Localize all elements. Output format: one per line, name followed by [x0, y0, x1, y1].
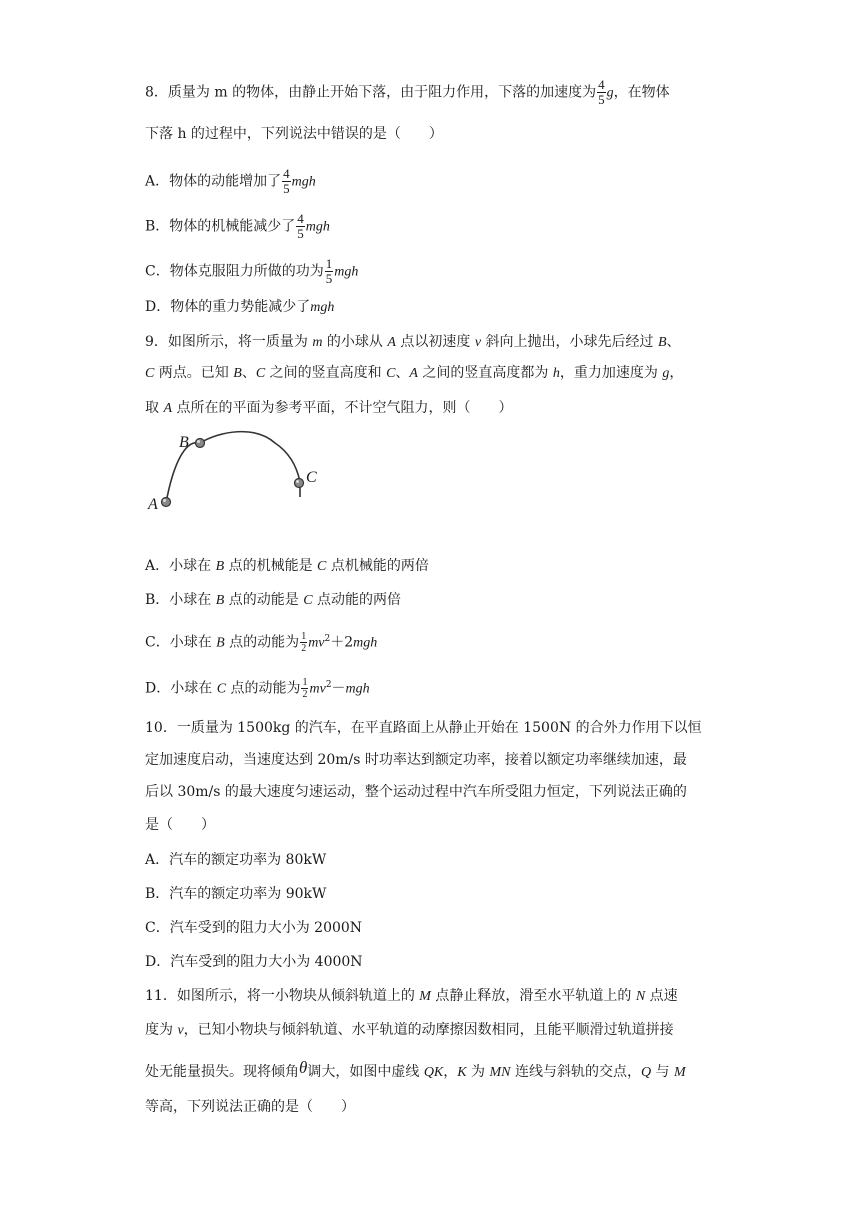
q8-stem-variable: g: [606, 85, 614, 101]
var: A: [409, 366, 418, 381]
var: B: [216, 635, 225, 651]
q11-stem-line4: 等高，下列说法正确的是（ ）: [145, 1099, 355, 1115]
text: 点以初速度: [395, 334, 475, 350]
text: 度为: [145, 1022, 178, 1038]
var: A: [163, 401, 173, 416]
var: Q: [640, 1065, 652, 1080]
var: v: [474, 335, 482, 350]
q9-option-c[interactable]: [145, 629, 377, 654]
text: ，已知小物块与倾斜轨道、水平轨道的动摩擦因数相同，且能平顺滑过轨道拼接: [183, 1022, 674, 1038]
var: C: [386, 366, 396, 381]
option-expression: mgh: [291, 174, 316, 190]
fraction-denominator: 5: [283, 181, 290, 196]
var: B: [233, 366, 242, 381]
text: 连线与斜轨的交点，: [510, 1064, 641, 1080]
var: B: [657, 335, 667, 350]
option-expression: mgh: [334, 264, 359, 280]
label-c: C: [306, 469, 317, 486]
text: 取: [145, 400, 164, 416]
var: C: [255, 366, 266, 381]
text: 点速: [645, 988, 678, 1004]
q8-stem-line2: 下落 h 的过程中，下列说法中错误的是（ ）: [145, 126, 443, 142]
option-fraction: [325, 257, 334, 286]
var: QK: [423, 1065, 444, 1080]
q11-stem-line1: [145, 986, 678, 1007]
q10-option-d[interactable]: D．汽车受到的阻力大小为 4000N: [145, 954, 363, 970]
q10-option-b[interactable]: B．汽车的额定功率为 90kW: [145, 886, 327, 902]
operator: －: [331, 680, 346, 697]
text: C．小球在: [145, 634, 217, 651]
text: 两点。已知: [154, 365, 234, 381]
text: 斜向上抛出，小球先后经过: [481, 334, 658, 350]
q10-stem-line1: 10．一质量为 1500kg 的汽车，在平直路面上从静止开始在 1500N 的合外力作用下以恒: [145, 720, 702, 736]
ball-b: [196, 439, 205, 448]
theta-symbol: θ: [299, 1058, 308, 1077]
text: 点的动能为: [226, 680, 301, 697]
var: g: [662, 366, 670, 381]
text: 处无能量损失。现将倾角: [145, 1064, 299, 1080]
option-expression: mgh: [345, 681, 370, 697]
var: M: [419, 989, 431, 1004]
option-fraction: [300, 631, 307, 654]
text: 点的动能是: [224, 592, 304, 608]
label-a: A: [148, 496, 158, 513]
q10-stem-line4: 是（ ）: [145, 817, 215, 833]
text: ，: [669, 365, 684, 381]
q8-stem-fraction: [597, 78, 606, 107]
q10-stem-line2: 定加速度启动，当速度达到 20m/s 时功率达到额定功率，接着以额定功率继续加速，最: [145, 752, 687, 768]
fraction-numerator: 4: [598, 77, 605, 92]
text: 调大，如图中虚线: [307, 1064, 424, 1080]
operator: ＋2: [330, 634, 354, 651]
text: 点的动能为: [224, 634, 300, 651]
q8-stem-line1: [145, 78, 670, 107]
fraction-denominator: 5: [325, 271, 333, 286]
var: C: [216, 681, 227, 697]
fraction-numerator: 4: [297, 211, 304, 226]
var: A: [387, 335, 396, 350]
q11-stem-line3: [145, 1058, 686, 1083]
fraction-numerator: 1: [301, 631, 307, 643]
text: 11．如图所示，将一小物块从倾斜轨道上的: [145, 988, 420, 1004]
q9-stem-line3: [145, 398, 512, 419]
q8-option-d[interactable]: [145, 297, 334, 318]
q10-stem-line3: 后以 30m/s 的最大速度匀速运动，整个运动过程中汽车所受阻力恒定，下列说法正确的: [145, 784, 687, 800]
var: h: [552, 366, 560, 381]
option-expression: mgh: [310, 300, 335, 315]
option-expression: mv: [309, 681, 326, 697]
text: 之间的竖直高度和: [265, 365, 387, 381]
text: 为: [466, 1064, 490, 1080]
q8-option-a[interactable]: [145, 167, 316, 196]
option-fraction: [296, 212, 305, 241]
fraction-numerator: 4: [283, 166, 290, 181]
option-text: D．物体的重力势能减少了: [145, 299, 311, 315]
text: D．小球在: [145, 680, 217, 697]
var: M: [674, 1065, 686, 1080]
exponent: 2: [324, 634, 331, 644]
text: 、: [395, 365, 410, 381]
q10-option-a[interactable]: A．汽车的额定功率为 80kW: [145, 852, 327, 868]
text: 点静止释放，滑至水平轨道上的: [430, 988, 636, 1004]
var: C: [145, 366, 155, 381]
q9-stem-line1: [145, 332, 681, 353]
q9-option-b[interactable]: [145, 590, 401, 611]
q11-stem-line2: [145, 1020, 674, 1041]
var: K: [457, 1065, 467, 1080]
option-expression: mgh: [305, 219, 330, 235]
text: 之间的竖直高度都为: [417, 365, 553, 381]
q9-option-a[interactable]: [145, 556, 429, 577]
projectile-figure: [145, 425, 335, 520]
fraction-denominator: 2: [301, 643, 307, 655]
text: 点机械能的两倍: [326, 558, 429, 574]
fraction-denominator: 2: [302, 689, 308, 701]
exponent: 2: [325, 680, 332, 690]
ball-c: [295, 479, 304, 488]
option-expression: mv: [308, 635, 325, 651]
text: 9．如图所示，将一质量为: [145, 334, 313, 350]
text: 与: [651, 1064, 674, 1080]
var: B: [215, 559, 225, 574]
var: MN: [489, 1065, 511, 1080]
q8-option-b[interactable]: [145, 212, 330, 241]
text: B．小球在: [145, 592, 216, 608]
text: ，: [443, 1064, 458, 1080]
option-text: C．物体克服阻力所做的功为: [145, 263, 324, 280]
q8-stem-text-end: ，在物体: [613, 84, 670, 101]
text: 点的机械能是: [224, 558, 318, 574]
fraction-denominator: 5: [297, 226, 304, 241]
q8-stem-text: 8．质量为 m 的物体，由静止开始下落，由于阻力作用，下落的加速度为: [145, 84, 597, 101]
fraction-denominator: 5: [598, 92, 605, 107]
q10-option-c[interactable]: C．汽车受到的阻力大小为 2000N: [145, 920, 363, 936]
ball-a: [162, 498, 171, 507]
text: 点所在的平面为参考平面，不计空气阻力，则（ ）: [172, 400, 513, 416]
var: B: [215, 593, 225, 608]
text: 的小球从: [322, 334, 388, 350]
q9-stem-line2: [145, 363, 683, 384]
text: A．小球在: [145, 558, 216, 574]
var: C: [303, 593, 313, 608]
text: 、: [666, 334, 681, 350]
text: 点动能的两倍: [312, 592, 402, 608]
label-b: B: [179, 434, 189, 451]
q9-option-d[interactable]: [145, 675, 370, 700]
fraction-numerator: 1: [325, 256, 333, 271]
text: 、: [241, 365, 256, 381]
var: m: [312, 335, 323, 350]
option-text: B．物体的机械能减少了: [145, 218, 296, 235]
option-text: A．物体的动能增加了: [145, 173, 282, 190]
var: N: [635, 989, 646, 1004]
text: ，重力加速度为: [559, 365, 663, 381]
option-expression: mgh: [353, 635, 378, 651]
fraction-numerator: 1: [302, 677, 308, 689]
var: v: [177, 1023, 184, 1038]
q8-option-c[interactable]: [145, 257, 358, 286]
var: C: [317, 559, 327, 574]
option-fraction: [282, 167, 291, 196]
option-fraction: [301, 677, 308, 700]
